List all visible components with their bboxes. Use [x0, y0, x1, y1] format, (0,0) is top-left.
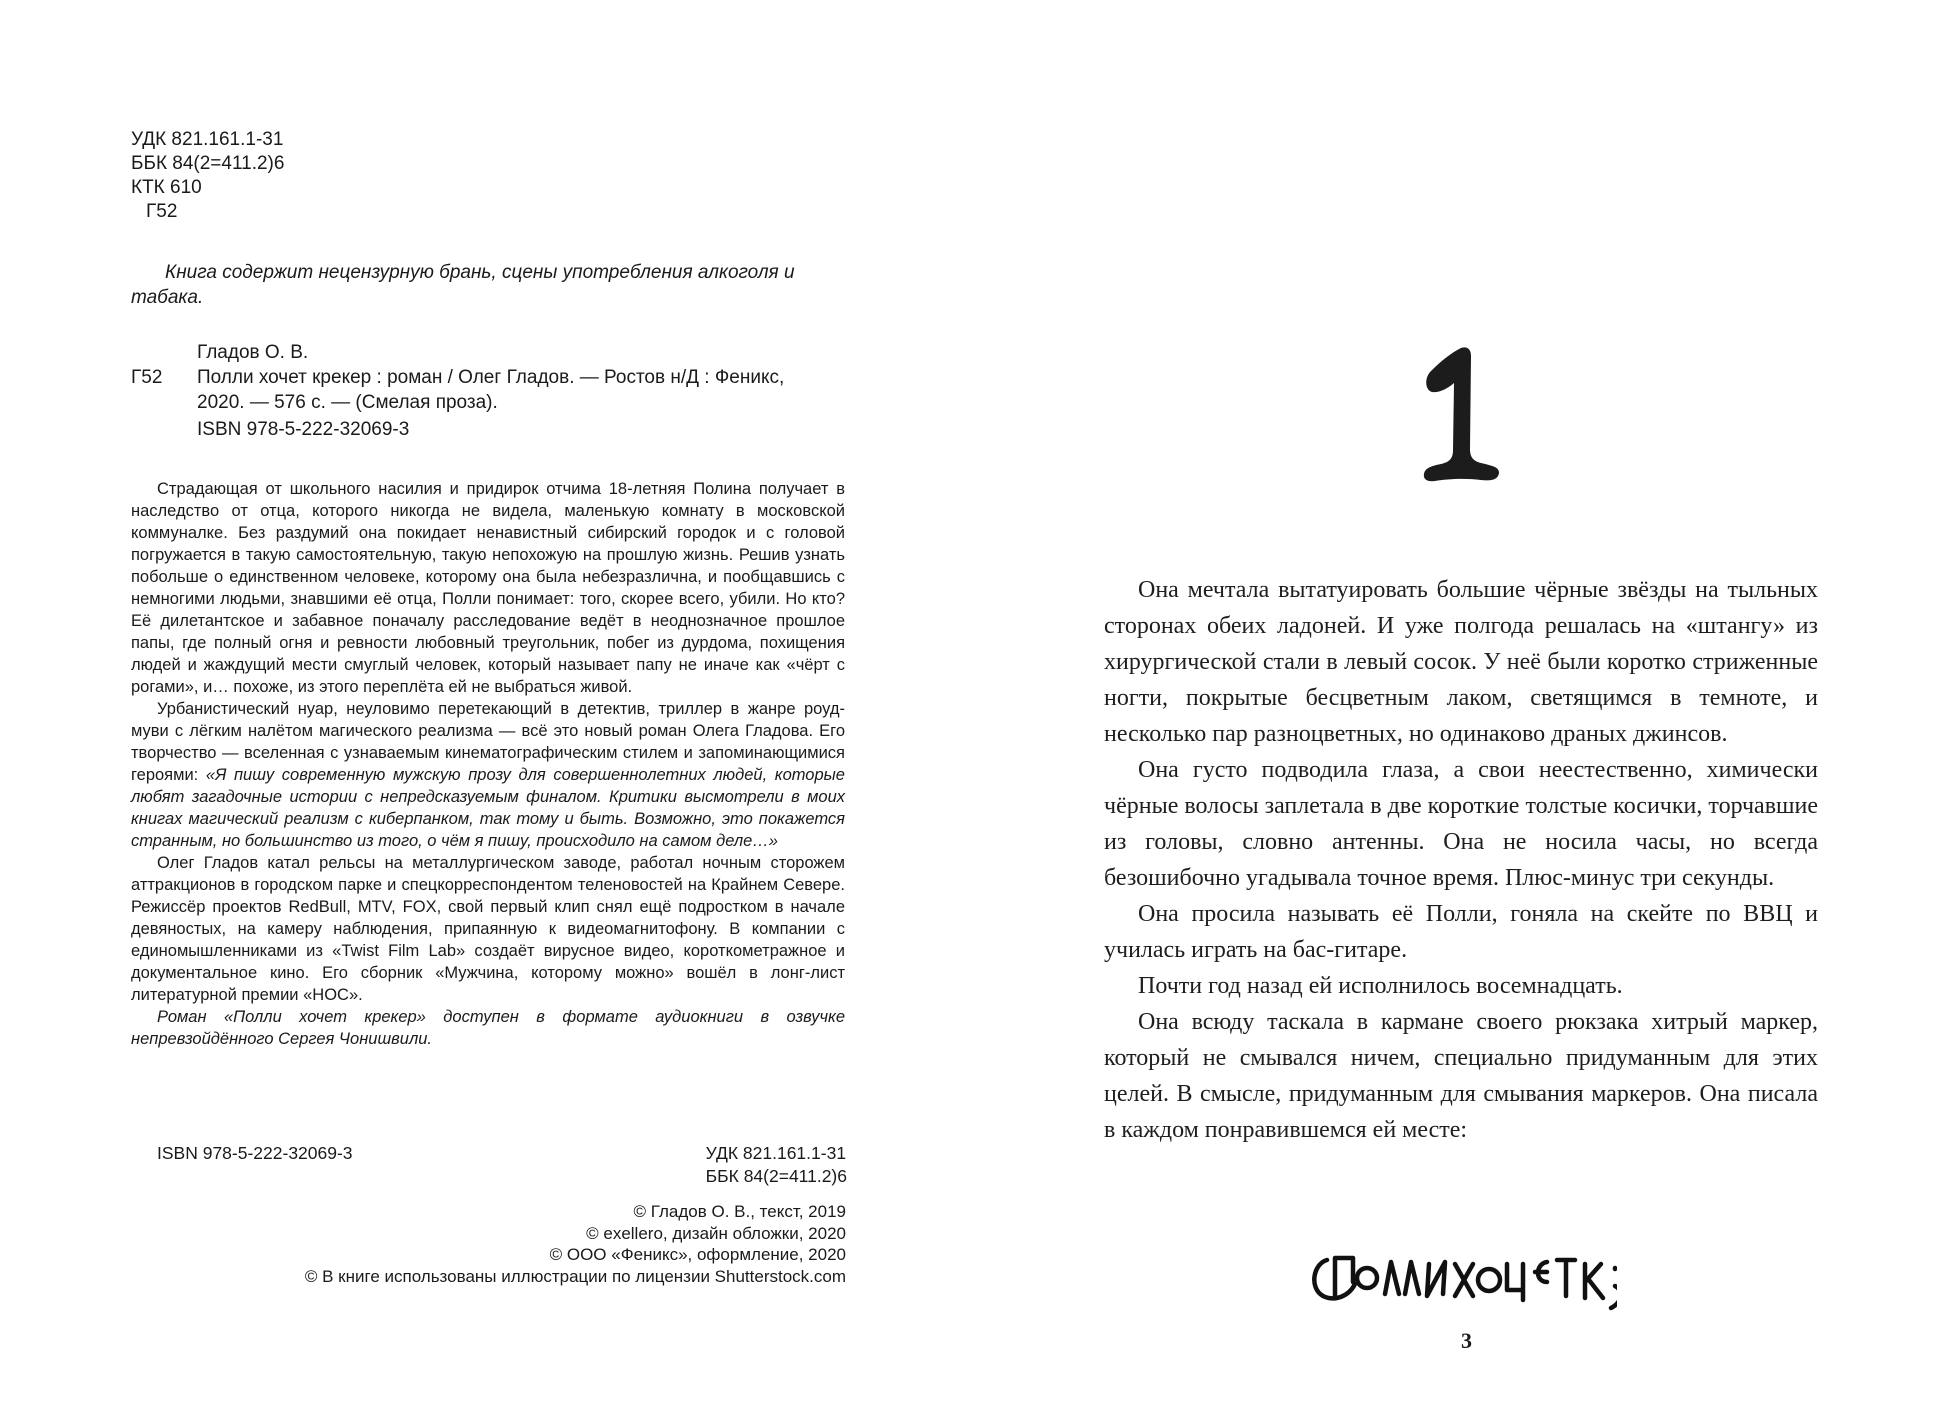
annotation-paragraph: Страдающая от школьного насилия и придирок отчима 18-летняя Полина получает в наследство от отца, которого никогда не видела, маленькую комнату в московской коммуналке. Без раздумий она покидает ненавистный сибирский городок и с головой погружается в такую самостоятельную, такую непохожую на прошлую жизнь. Решив узнать побольше о единственном человеке, которому она была небезразлична, и пообщавшись с немногими людьми, знавшими её отца, Полли понимает: того, скорее всего, убили. Но кто? Её дилетантское и забавное поначалу расследование ведёт в неоднозначное прошлое папы, где полный огня и ревности любовный треугольник, побег из дурдома, похищения людей и жаждущий мести смуглый человек, который называет папу не иначе как «чёрт с рогами», и… похоже, из этого переплёта ей не выбраться живой.	[131, 480, 845, 696]
annotation-text: Урбанистический нуар, неуловимо перетекающий в детектив, триллер в жанре роуд-муви с лёгким налётом магического реализма — всё это новый роман Олега Гладова. Его творчество — вселенная с узнаваемым кинематографическим стилем и запоминающимися героями:	[131, 700, 845, 784]
audiobook-note: Роман «Полли хочет крекер» доступен в формате аудиокниги в озвучке непревзойдённого Сергея Чонишвили.	[131, 1008, 845, 1048]
right-page	[973, 0, 1946, 1409]
annotation	[131, 478, 845, 1050]
udk-footer: УДК 821.161.1-31	[705, 1143, 847, 1163]
copyright-line: © В книге использованы иллюстрации по лицензии Shutterstock.com	[304, 1266, 846, 1286]
footer-codes	[706, 1142, 847, 1188]
biblio-author: Гладов О. В.	[197, 342, 309, 363]
paragraph: Она густо подводила глаза, а свои неестественно, химически чёрные волосы заплетала в две короткие толстые косички, торчавшие из головы, словно антенны. Она не носила часы, но всегда безошибочно угадывала точное время. Плюс-минус три секунды.	[1104, 757, 1818, 891]
ktk-code: КТК 610	[131, 177, 202, 198]
isbn-footer-number: ISBN 978-5-222-32069-3	[157, 1143, 353, 1163]
biblio-title: Полли хочет крекер : роман / Олег Гладов. — Ростов н/Д : Феникс,	[197, 367, 785, 388]
handwritten-tag-graphic	[1305, 1238, 1617, 1318]
page-number: 3	[1461, 1328, 1472, 1353]
classification-codes	[131, 128, 284, 224]
annotation-paragraph	[131, 698, 845, 852]
paragraph: Она просила называть её Полли, гоняла на скейте по ВВЦ и училась играть на бас-гитаре.	[1104, 901, 1818, 963]
paragraph: Почти год назад ей исполнилось восемнадцать.	[1138, 973, 1623, 999]
copyright-line: © ООО «Феникс», оформление, 2020	[549, 1245, 846, 1264]
copyright-line: © exellero, дизайн обложки, 2020	[586, 1223, 846, 1243]
bibliographic-record	[131, 340, 847, 442]
author-mark: Г52	[146, 201, 178, 222]
chapter-text	[1104, 572, 1818, 1148]
copyright-block	[146, 1201, 846, 1287]
paragraph: Она мечтала вытатуировать большие чёрные звёзды на тыльных сторонах обеих ладоней. И уже полгода решалась на «штангу» из хирургической стали в левый сосок. У неё были коротко стриженные ногти, покрытые бесцветным лаком, светящимся в темноте, и несколько пар разноцветных, но одинаково драных джинсов.	[1104, 577, 1818, 747]
chapter-number-graphic	[1417, 345, 1507, 485]
copyright-line: © Гладов О. В., текст, 2019	[633, 1202, 846, 1221]
paragraph: Она всюду таскала в кармане своего рюкзака хитрый маркер, который не смывался ничем, специально придуманным для этих целей. В смысле, придуманным для смывания маркеров. Она писала в каждом понравившемся ей месте:	[1104, 1009, 1818, 1143]
udk-code: УДК 821.161.1-31	[131, 129, 284, 150]
biblio-isbn: ISBN 978-5-222-32069-3	[197, 419, 410, 440]
biblio-title-line	[131, 365, 847, 390]
annotation-paragraph: Олег Гладов катал рельсы на металлургическом заводе, работал ночным сторожем аттракционов в городском парке и спецкорреспондентом теленовостей на Крайнем Севере. Режиссёр проектов RedBull, MTV, FOX, свой первый клип снял ещё подростком в начале девяностых, на камеру наблюдения, припаянную к видеомагнитофону. В компании с единомышленниками из «Twist Film Lab» создаёт вирусное видео, короткометражное и документальное кино. Его сборник «Мужчина, которому можно» вошёл в лонг-лист литературной премии «НОС».	[131, 854, 845, 1004]
content-warning: Книга содержит нецензурную брань, сцены употребления алкоголя и табака.	[131, 262, 795, 308]
bbk-footer: ББК 84(2=411.2)6	[705, 1166, 847, 1186]
biblio-imprint: 2020. — 576 с. — (Смелая проза).	[197, 392, 498, 413]
bbk-code: ББК 84(2=411.2)6	[131, 153, 285, 174]
biblio-code: Г52	[131, 367, 163, 388]
author-quote: «Я пишу современную мужскую прозу для совершеннолетних людей, которые любят загадочные истории с непредсказуемым финалом. Критики высмотрели в моих книгах магический реализм с киберпанком, так тому и быть. Возможно, это покажется странным, но большинство из того, о чём я пишу, происходило на самом деле…»	[131, 766, 845, 850]
annotation-paragraph	[131, 1006, 845, 1050]
